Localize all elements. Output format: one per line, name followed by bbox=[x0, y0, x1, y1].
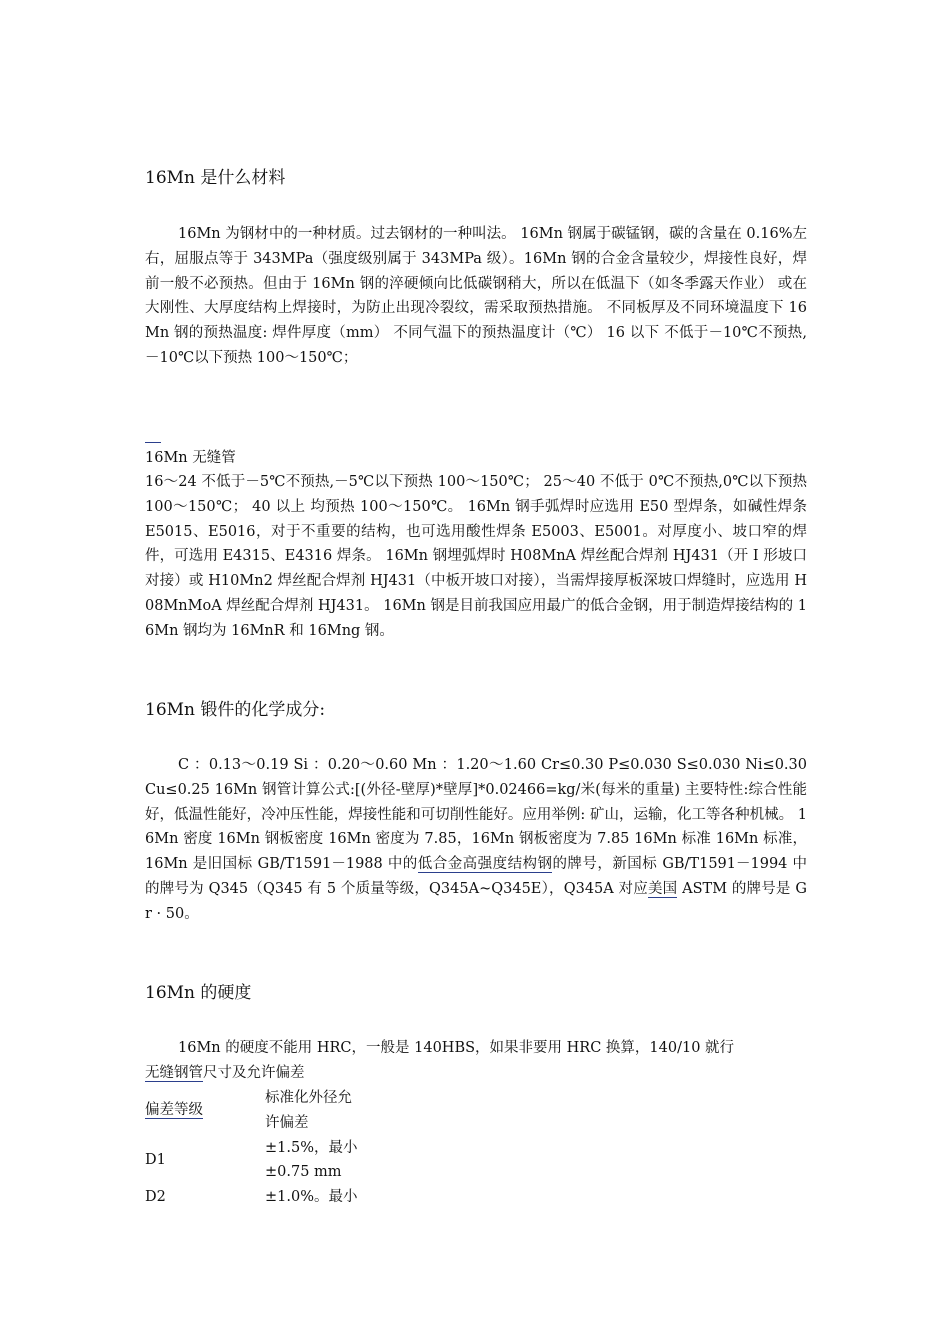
seamless-tube-heading-tail: 尺寸及允许偏差 bbox=[203, 1065, 305, 1081]
tolerance-table bbox=[145, 1086, 375, 1210]
header-tolerance-cell bbox=[265, 1086, 375, 1136]
link-underline-stub bbox=[145, 442, 161, 443]
table-header-row bbox=[145, 1086, 375, 1136]
table-row bbox=[145, 1185, 375, 1210]
paragraph-chemical bbox=[145, 753, 807, 927]
chemical-text-b: 的牌号，新国标 GB/T1591－1994 中的牌号为 Q345（Q345 有 5 个质量等级，Q345A~Q345E），Q345A 对应 bbox=[145, 856, 807, 897]
header-grade[interactable]: 偏差等级 bbox=[145, 1102, 203, 1119]
section-title-chemical: 16Mn 锻件的化学成分: bbox=[145, 700, 326, 720]
tolerance-line2: ±0.75 mm bbox=[265, 1164, 342, 1181]
section-title-hardness: 16Mn 的硬度 bbox=[145, 983, 252, 1003]
tolerance-cell bbox=[265, 1136, 375, 1186]
tolerance-line1: ±1.0%。最小 bbox=[265, 1189, 358, 1206]
paragraph-what-is: 16Mn 为钢材中的一种材质。过去钢材的一种叫法。 16Mn 钢属于碳锰钢，碳的含量在 0.16%左右，屈服点等于 343MPa（强度级别属于 343MPa 级）。16Mn 钢的合金含量较少，焊接性良好，焊前一般不必预热。但由于 16Mn 钢的淬硬倾向比低碳钢稍大，所以在低温下（如冬季露天作业） 或在大刚性、大厚度结构上焊接时，为防止出现冷裂纹，需采取预热措施。 不同板厚及不同环境温度下 16Mn 钢的预热温度: 焊件厚度（mm） 不同气温下的预热温度计（℃） 16 以下 不低于－10℃不预热,－10℃以下预热 100～150℃； bbox=[145, 226, 807, 366]
section-title-what-is: 16Mn 是什么材料 bbox=[145, 168, 286, 188]
link-usa[interactable]: 美国 bbox=[647, 880, 678, 897]
header-tolerance-line1: 标准化外径允 bbox=[265, 1090, 352, 1106]
chemical-text-c: ASTM 的牌号是 Gr · 50。 bbox=[145, 880, 808, 922]
link-seamless-tube[interactable]: 无缝钢管 bbox=[145, 1065, 203, 1081]
header-tolerance-line2: 许偏差 bbox=[265, 1114, 309, 1131]
tolerance-cell bbox=[265, 1185, 375, 1210]
table-row bbox=[145, 1136, 375, 1186]
header-grade-cell bbox=[145, 1086, 265, 1136]
tolerance-line1: ±1.5%，最小 bbox=[265, 1139, 358, 1156]
link-low-alloy-steel[interactable]: 低合金高强度结构钢 bbox=[417, 856, 553, 873]
paragraph-hardness: 16Mn 的硬度不能用 HRC，一般是 140HBS，如果非要用 HRC 换算，140/10 就行 bbox=[178, 1040, 735, 1056]
grade-cell: D1 bbox=[145, 1151, 166, 1168]
paragraph-seamless-welding: 16～24 不低于－5℃不预热,－5℃以下预热 100～150℃； 25～40 不低于 0℃不预热,0℃以下预热 100～150℃； 40 以上 均预热 100～150℃。 16Mn 钢手弧焊时应选用 E50 型焊条，如碱性焊条 E5015、E5016，对于不重要的结构，也可选用酸性焊条 E5003、E5001。对厚度小、坡口窄的焊件，可选用 E4315、E4316 焊条。 16Mn 钢埋弧焊时 H08MnA 焊丝配合焊剂 HJ431（开 I 形坡口对接）或 H10Mn2 焊丝配合焊剂 HJ431（中板开坡口对接），当需焊接厚板深坡口焊缝时，应选用 H08MnMoA 焊丝配合焊剂 HJ431。 16Mn 钢是目前我国应用最广的低合金钢，用于制造焊接结构的 16Mn 钢均为 16MnR 和 16Mng 钢。 bbox=[145, 474, 807, 639]
seamless-tube-heading bbox=[145, 1061, 807, 1086]
section-title-seamless: 16Mn 无缝管 bbox=[145, 450, 236, 466]
grade-cell: D2 bbox=[145, 1189, 166, 1206]
chemical-text-a: C ：0.13～0.19 Si ：0.20～0.60 Mn ：1.20～1.60 Cr≤0.30 P≤0.030 S≤0.030 Ni≤0.30 Cu≤0.25 16Mn 钢管计算公式:[(外径-壁厚)*壁厚]*0.02466=kg/米(每米的重量) 主要特性:综合性能好，低温性能好，冷冲压性能，焊接性能和可切削性能好。应用举例: 矿山，运输，化工等各种机械。 16Mn 密度 16Mn 钢板密度 16Mn 密度为 7.85，16Mn 钢板密度为 7.85 16Mn 标准 16Mn 标准，16Mn 是旧国标 GB/T1591－1988 中的 bbox=[145, 757, 807, 873]
